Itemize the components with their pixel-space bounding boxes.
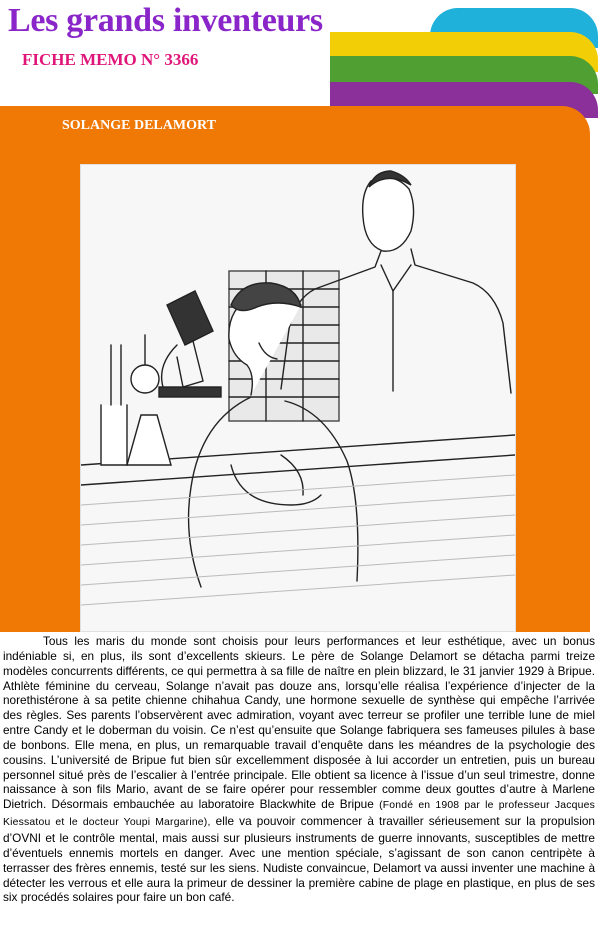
article-part-2: elle va pouvoir commencer à travailler sérieusement sur la propulsion d’OVNI et le contrôle mental, mais aussi sur plusieurs instruments de guerre innovants, susceptibles de mettre d’éventuels ennemis mortels en danger. Avec une mention spéciale, s’agissant de son canon centripète à terrasser des frères ennemis, testé sur les siens. Nudiste convaincue, Delamort va aussi inventer une machine à détecter les verrous et elle aura la primeur de dessiner la première cabine de plage en plastique, en plus de ses six procédés solaires pour faire un bon café.	[3, 814, 595, 905]
page-title: Les grands inventeurs	[8, 2, 323, 39]
article-credit: (Fondé en 1908 par le professeur Jacques Kiessatou et le docteur Youpi Margarine),	[3, 800, 595, 829]
article-text	[3, 634, 595, 905]
woman-at-microscope-illustration-icon	[80, 164, 516, 632]
article-part-1: Tous les maris du monde sont choisis pour leurs performances et leur esthétique, avec un bonus indéniable si, en plus, ils sont d’excellents skieurs. Le père de Solange Delamort se détacha parmi treize modèles concurrents différents, ce qui permettra à sa fille de naître en plein blizzard, le 31 janvier 1929 à Bripue. Athlète féminine du cerveau, Solange n’avait pas douze ans, lorsqu’elle réalisa l’expérience d’injecter de la norethistérone à sa petite chienne chihahua Candy, une hormone sexuelle de synthèse qui empêche l’arrivée des règles. Ses parents l’observèrent avec admiration, voyant avec terreur se profiler une terrible lune de miel entre Candy et le doberman du voisin. Ce n’est qu’ensuite que Solange fabriquera ses fameuses pilules à base de bonbons. Elle mena, en plus, un remarquable travail d’enquête dans les méandres de la psychologie des cousins. L’université de Bripue fut bien sûr excellemment disposée à lui accorder un entretien, puis un bureau personnel situé près de l’escalier à l’entrée principale. Elle obtient sa licence à l’issue d’un seul trimestre, donne naissance à son fils Mario, avant de se faire opérer pour ressembler comme deux gouttes d’autre à Marlene Dietrich. Désormais embauchée au laboratoire Blackwhite de Bripue	[3, 634, 595, 812]
inventor-name: SOLANGE DELAMORT	[62, 118, 216, 133]
memo-number: FICHE MEMO N° 3366	[22, 50, 199, 69]
